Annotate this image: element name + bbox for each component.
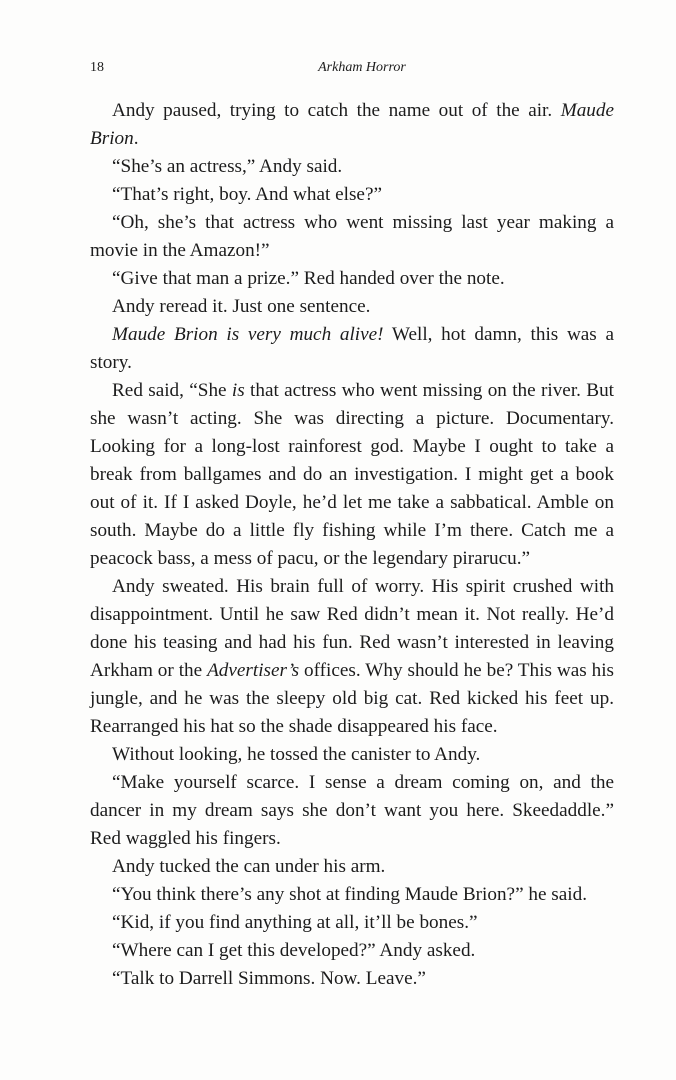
book-title: Arkham Horror (318, 60, 406, 75)
emphasis: Advertiser’s (207, 660, 300, 681)
emphasis: Maude Brion is very much alive! (112, 324, 384, 345)
paragraph: “Make yourself scarce. I sense a dream coming on, and the dancer in my dream says she don’t want you here. Skeedaddle.” Red waggled his fingers. (90, 772, 614, 849)
paragraph: “You think there’s any shot at finding Maude Brion?” he said. (112, 884, 587, 905)
paragraph: “Kid, if you find anything at all, it’ll be bones.” (112, 912, 478, 933)
paragraph: “She’s an actress,” Andy said. (112, 156, 343, 177)
page-number: 18 (90, 60, 104, 75)
paragraph: Andy reread it. Just one sentence. (112, 296, 371, 317)
paragraph: “That’s right, boy. And what else?” (112, 184, 382, 205)
paragraph: Maude Brion is very much alive! Well, hot damn, this was a story. (90, 324, 614, 373)
paragraph: Red said, “She is that actress who went missing on the river. But she wasn’t acting. She was directing a picture. Documentary. Looking for a long-lost rainforest god. Maybe I ought to take a break from ballgames and do an investigation. I might get a book out of it. If I asked Doyle, he’d let me take a sabbatical. Amble on south. Maybe do a little fly fishing while I’m there. Catch me a peacock bass, a mess of pacu, or the legendary pirarucu.” (90, 380, 614, 569)
paragraph: “Give that man a prize.” Red handed over the note. (112, 268, 505, 289)
body-text (90, 97, 614, 993)
paragraph: Without looking, he tossed the canister to Andy. (112, 744, 481, 765)
paragraph: “Oh, she’s that actress who went missing last year making a movie in the Amazon!” (90, 212, 614, 261)
emphasis: Maude Brion (90, 100, 614, 149)
running-header (90, 60, 614, 80)
paragraph: Andy tucked the can under his arm. (112, 856, 386, 877)
paragraph: Andy sweated. His brain full of worry. His spirit crushed with disappointment. Until he saw Red didn’t mean it. Not really. He’d done his teasing and had his fun. Red wasn’t interested in leaving Arkham or the Advertiser’s offices. Why should he be? This was his jungle, and he was the sleepy old big cat. Red kicked his feet up. Rearranged his hat so the shade disappeared his face. (90, 576, 614, 737)
paragraph: “Where can I get this developed?” Andy asked. (112, 940, 476, 961)
emphasis: is (231, 380, 245, 401)
paragraph: Andy paused, trying to catch the name out of the air. Maude Brion. (90, 100, 614, 149)
paragraph: “Talk to Darrell Simmons. Now. Leave.” (112, 968, 426, 989)
